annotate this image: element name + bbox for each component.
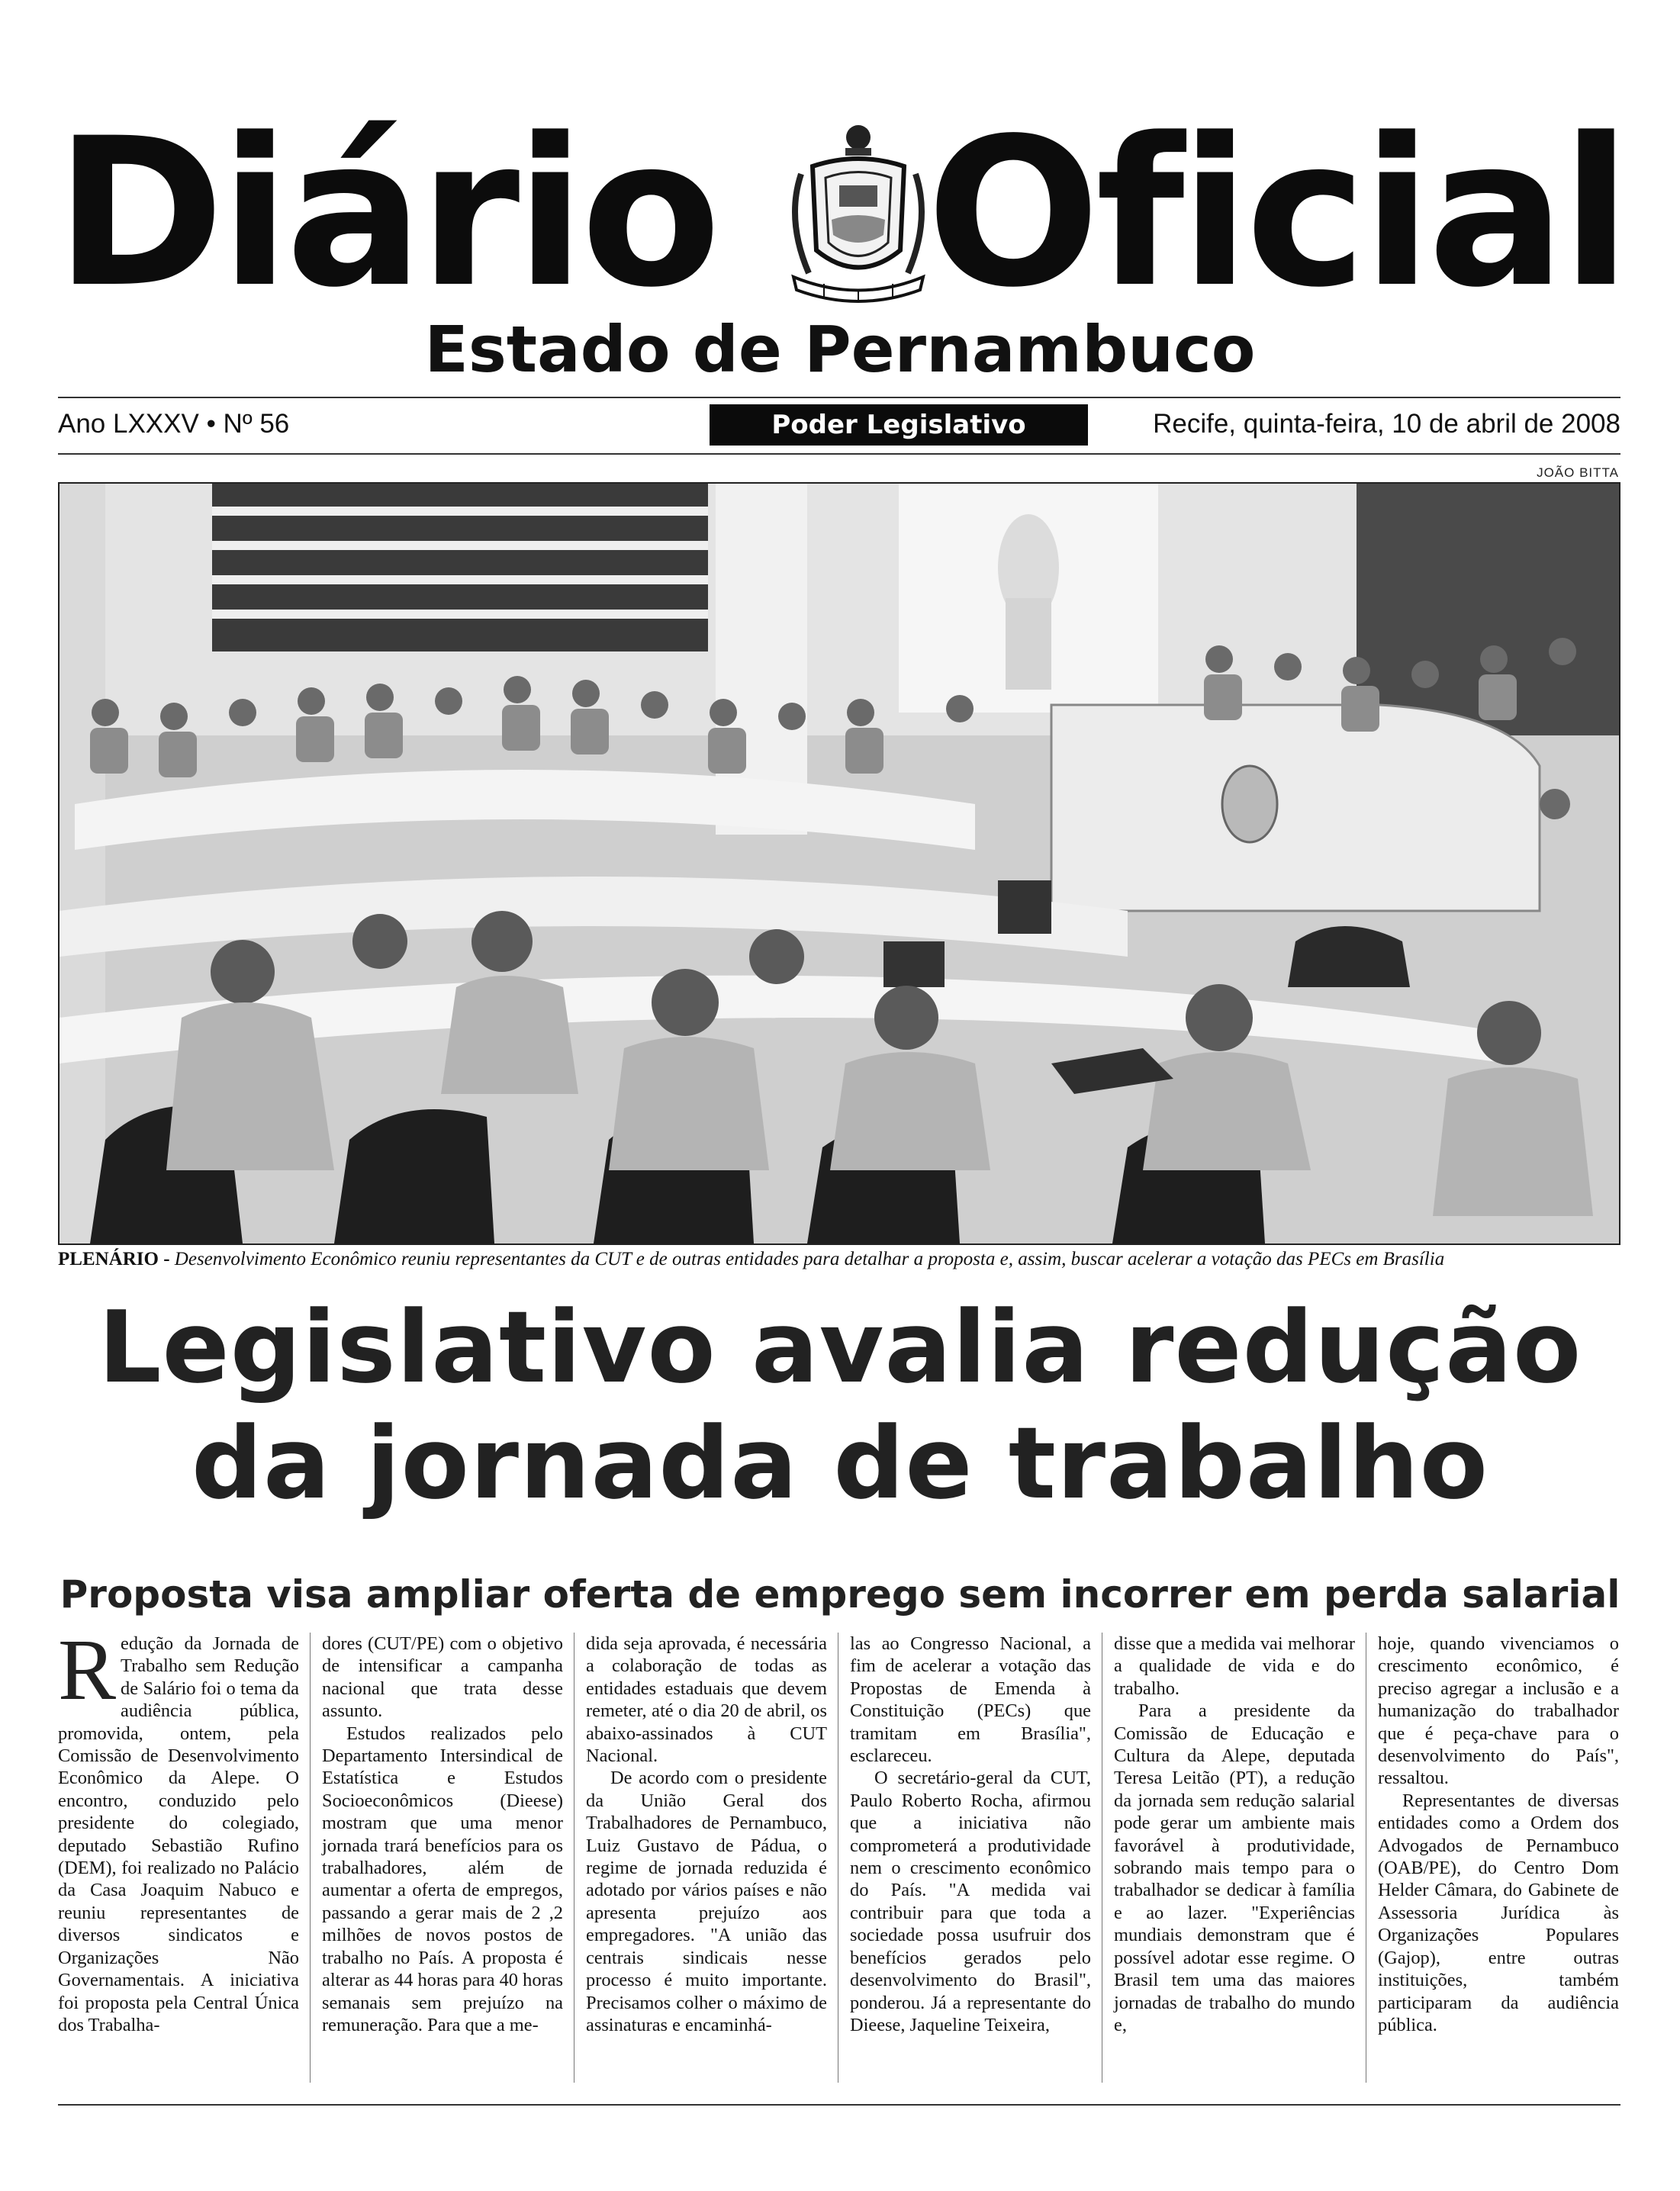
masthead-title-right: Oficial <box>926 95 1627 333</box>
state-coat-of-arms-icon <box>778 121 938 304</box>
masthead-subtitle: Estado de Pernambuco <box>424 312 1256 387</box>
masthead <box>55 95 1627 333</box>
info-bottom-rule <box>58 453 1620 455</box>
article-column-4 <box>850 1633 1091 2036</box>
issue-info-bar <box>58 404 1620 447</box>
top-rule <box>58 397 1620 398</box>
paragraph: Para a presidente da Comissão de Educação e Cultura da Alepe, deputada Teresa Leitão (PT), a redução da jornada sem redução salarial pode gerar um ambiente mais favorável à produtividade, sobrando mais tempo para o trabalhador se dedicar à família e ao lazer. "Experiências mundiais demonstram que é possível adotar esse regime. O Brasil tem uma das maiores jornadas de trabalho do mundo e, <box>1114 1700 1355 2035</box>
paragraph: De acordo com o presidente da União Geral dos Trabalhadores de Pernambuco, Luiz Gustavo de Pádua, o regime de jornada reduzida é adotado por vários países e não apresenta prejuízo aos empregadores. "A união das centrais sindicais nesse processo é muito importante. Precisamos colher o máximo de assinaturas e encaminhá- <box>586 1768 827 2035</box>
paragraph-text: edução da Jornada de Trabalho sem Redução de Salário foi o tema da audiência pública, promovida, ontem, pela Comissão de Desenvolvimento Econômico da Alepe. O encontro, conduzido pelo presidente do colegiado, deputado Sebastião Rufino (DEM), foi realizado no Palácio da Casa Joaquim Nabuco e reuniu representantes de diversos sindicatos e Organizações Não Governamentais. A iniciativa foi proposta pela Central Única dos Trabalha- <box>58 1633 299 2035</box>
paragraph: O secretário-geral da CUT, Paulo Roberto Rocha, afirmou que a iniciativa não comprometerá a produtividade nem o crescimento econômico do País. "A medida vai contribuir para que toda a sociedade possa usufruir dos benefícios gerados pelo desenvolvimento do Brasil", ponderou. Já a representante do Dieese, Jaqueline Teixeira, <box>850 1768 1091 2035</box>
article-column-3 <box>586 1633 827 2036</box>
article-column-2 <box>322 1633 563 2036</box>
plenary-photo-illustration <box>60 484 1619 1243</box>
article-column-5 <box>1114 1633 1355 2036</box>
paragraph: dida seja aprovada, é necessária a colaboração de todas as entidades estaduais que devem remeter, até o dia 20 de abril, os abaixo-assinados à CUT Nacional. <box>586 1633 827 1767</box>
issue-number: Ano LXXXV • Nº 56 <box>58 409 290 439</box>
article-body <box>58 1621 1620 2090</box>
column-divider <box>310 1633 311 2083</box>
paragraph: las ao Congresso Nacional, a fim de acelerar a votação das Propostas de Emenda à Constituição (PECs) que tramitam em Brasília", esclareceu. <box>850 1633 1091 1767</box>
photo-credit: JOÃO BITTA <box>1537 465 1619 480</box>
caption-text: Desenvolvimento Econômico reuniu representantes da CUT e de outras entidades para detalhar a proposta e, assim, buscar acelerar a votação das PECs em Brasília <box>174 1249 1445 1269</box>
headline-line-2: da jornada de trabalho <box>191 1405 1489 1521</box>
article-column-6 <box>1378 1633 1619 2036</box>
deck-subheadline: Proposta visa ampliar oferta de emprego sem incorrer em perda salarial <box>60 1572 1620 1617</box>
paragraph <box>58 1621 299 2036</box>
bottom-rule <box>58 2104 1620 2106</box>
drop-cap: R <box>58 1621 117 1718</box>
paragraph: dores (CUT/PE) com o objetivo de intensificar a campanha nacional que trata desse assunto. <box>322 1633 563 1722</box>
paragraph: hoje, quando vivenciamos o crescimento econômico, é preciso agregar a inclusão e a humanização do trabalhador que é peça-chave para o desenvolvimento do País", ressaltou. <box>1378 1633 1619 1789</box>
photo-caption <box>58 1247 1620 1272</box>
section-badge: Poder Legislativo <box>710 404 1088 446</box>
headline <box>0 1289 1680 1521</box>
plenary-photo <box>58 482 1620 1245</box>
dateline: Recife, quinta-feira, 10 de abril de 2008 <box>1153 409 1620 439</box>
paragraph: Representantes de diversas entidades como a Ordem dos Advogados de Pernambuco (OAB/PE), do Centro Dom Helder Câmara, do Gabinete de Assessoria Jurídica às Organizações Populares (Gajop), entre outras instituições, também participaram da audiência pública. <box>1378 1790 1619 2035</box>
masthead-title-left: Diário <box>55 95 717 333</box>
paragraph: disse que a medida vai melhorar a qualidade de vida e do trabalho. <box>1114 1633 1355 1699</box>
paragraph: Estudos realizados pelo Departamento Intersindical de Estatística e Estudos Socioeconômicos (Dieese) mostram que uma menor jornada trará benefícios para os trabalhadores, além de aumentar a oferta de empregos, passando a gerar mais de 2 ,2 milhões de novos postos de trabalho no País. A proposta é alterar as 44 horas para 40 horas semanais sem prejuízo na remuneração. Para que a me- <box>322 1723 563 2035</box>
headline-line-1: Legislativo avalia redução <box>98 1289 1582 1405</box>
caption-label: PLENÁRIO - <box>58 1249 170 1269</box>
article-column-1 <box>58 1621 299 2036</box>
